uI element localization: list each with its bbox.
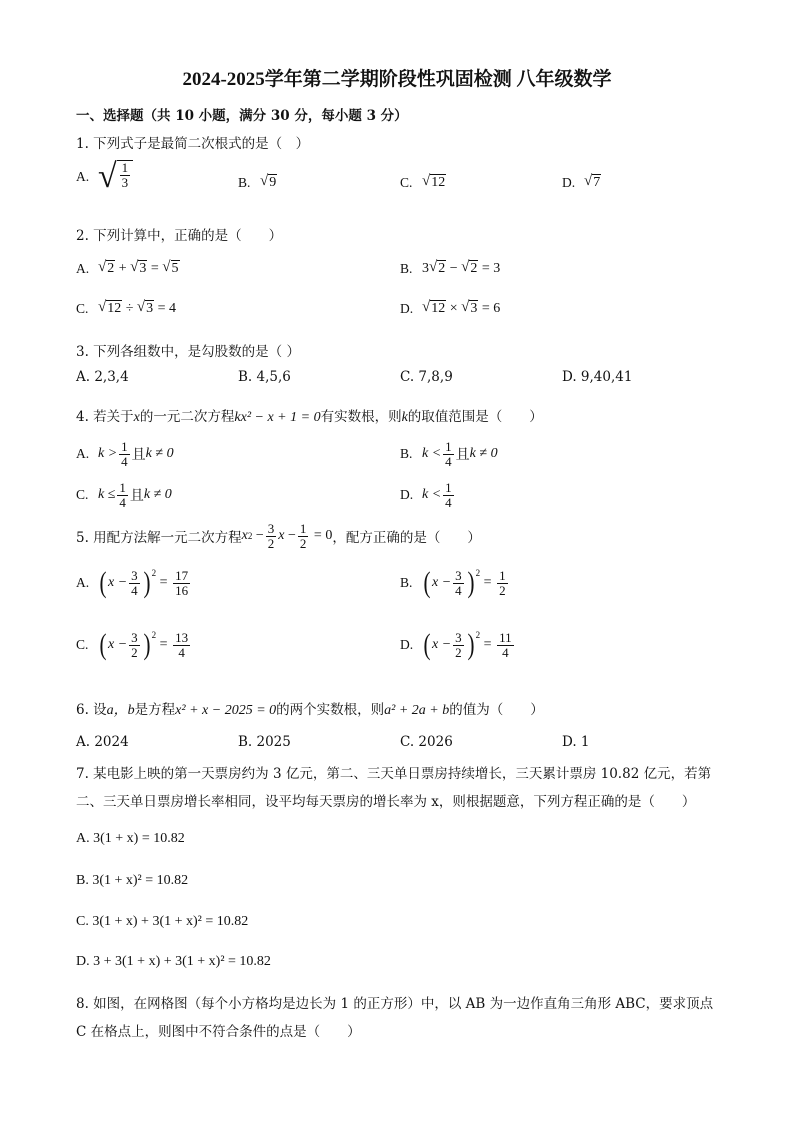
q4-option-c[interactable] <box>76 481 172 509</box>
q7-option-d[interactable]: D. 3 + 3(1 + x) + 3(1 + x)² = 10.82 <box>76 954 271 969</box>
q1-option-b[interactable] <box>238 174 277 191</box>
math-expression: ( x − $\frac{3}{4}$ ) $^2$ = $\frac{1}{2}$ <box>423 566 506 599</box>
q5-option-d[interactable] <box>400 630 516 660</box>
option-label: A. <box>76 575 90 590</box>
exam-title: 2024-2025学年第二学期阶段性巩固检测 八年级数学 <box>182 69 612 90</box>
q3-option-c[interactable]: C. 7,8,9 <box>400 369 453 385</box>
q3-option-d[interactable]: D. 9,40,41 <box>562 369 633 385</box>
q7-option-c[interactable]: C. 3(1 + x) + 3(1 + x)² = 10.82 <box>76 914 249 929</box>
q5-option-a[interactable] <box>76 568 192 598</box>
q7-option-b[interactable]: B. 3(1 + x)² = 10.82 <box>76 873 189 888</box>
q5-option-c[interactable] <box>76 630 192 660</box>
q5-option-b[interactable] <box>400 568 510 598</box>
q2-option-b[interactable] <box>400 260 500 277</box>
q2-option-d[interactable] <box>400 300 500 317</box>
option-label: A. <box>76 446 90 462</box>
math-expression: √ 2 + √ 3 = √ 5 <box>98 259 179 276</box>
q4-option-a[interactable] <box>76 440 174 468</box>
q6-option-b[interactable]: B. 2025 <box>238 734 291 750</box>
option-label: D. <box>400 637 414 652</box>
math-expression: k < $\frac{1}{4}$ 且 k ≠ 0 <box>422 439 498 469</box>
math-expression: k ≤ $\frac{1}{4}$ 且 k ≠ 0 <box>98 480 172 510</box>
q4-option-d[interactable] <box>400 481 456 509</box>
q4-option-b[interactable] <box>400 440 498 468</box>
section-heading: 一、选择题（共 10 小题，满分 30 分，每小题 3 分） <box>76 108 408 124</box>
math-expression: k < $\frac{1}{4}$ <box>422 480 452 510</box>
question-8-stem: 8. 如图，在网格图（每个小方格均是边长为 1 的正方形）中，以 AB 为一边作直角三角形 ABC，要求顶点 C 在格点上，则图中不符合条件的点是（ ） <box>76 996 714 1040</box>
q3-option-b[interactable]: B. 4,5,6 <box>238 369 291 385</box>
q2-option-c[interactable] <box>76 300 176 317</box>
option-label: C. <box>76 637 89 652</box>
math-expression: ( x − $\frac{3}{2}$ ) $^2$ = $\frac{11}{4}$ <box>423 628 512 661</box>
option-label: B. <box>400 446 413 462</box>
math-expression: √ 12 ÷ √ 3 = 4 <box>98 299 177 316</box>
option-label: A. <box>76 260 90 276</box>
option-label: C. <box>76 300 89 316</box>
question-4-stem: 4. 若关于 x 的一元二次方程 kx² − x + 1 = 0 有实数根，则 k 的取值范围是（ ） <box>76 409 543 425</box>
sqrt-expression: √ 12 <box>422 173 446 190</box>
math-expression: ( x − $\frac{3}{4}$ ) $^2$ = $\frac{17}{16}$ <box>99 566 189 599</box>
question-6-stem: 6. 设 a，b 是方程 x² + x − 2025 = 0 的两个实数根，则 a² + 2a + b 的值为（ ） <box>76 702 544 718</box>
option-label: A. <box>76 169 90 184</box>
sqrt-expression: √ $\frac{1}{3}$ <box>98 160 133 194</box>
q6-option-a[interactable]: A. 2024 <box>76 734 129 750</box>
q3-option-a[interactable]: A. 2,3,4 <box>76 369 129 385</box>
option-label: D. <box>562 174 576 190</box>
option-label: D. <box>400 487 414 503</box>
q1-option-c[interactable] <box>400 174 446 191</box>
option-label: B. <box>400 575 413 590</box>
option-label: C. <box>76 487 89 503</box>
question-1-stem: 1. 下列式子是最简二次根式的是（ ） <box>76 136 310 152</box>
option-label: D. <box>400 300 414 316</box>
q6-option-c[interactable]: C. 2026 <box>400 734 453 750</box>
q2-option-a[interactable] <box>76 260 180 277</box>
math-expression: k > $\frac{1}{4}$ 且 k ≠ 0 <box>98 439 174 469</box>
math-expression: x 2 − $\frac{3}{2}$ x − $\frac{1}{2}$ = 0 <box>241 521 333 551</box>
option-label: C. <box>400 174 413 190</box>
q6-option-d[interactable]: D. 1 <box>562 734 590 750</box>
math-expression: √ 12 × √ 3 = 6 <box>422 299 501 316</box>
math-expression: ( x − $\frac{3}{2}$ ) $^2$ = $\frac{13}{4}$ <box>99 628 189 661</box>
sqrt-expression: √ 7 <box>584 173 601 190</box>
sqrt-expression: √ 9 <box>260 173 277 190</box>
question-2-stem: 2. 下列计算中，正确的是（ ） <box>76 228 283 244</box>
option-label: B. <box>238 174 251 190</box>
option-label: B. <box>400 260 413 276</box>
question-7-stem: 7. 某电影上映的第一天票房约为 3 亿元，第二、三天单日票房持续增长，三天累计票房 10.82 亿元，若第二、三天单日票房增长率相同，设平均每天票房的增长率为 x，则根据题意，下列方程正确的是（ ） <box>76 766 712 810</box>
question-5-stem: 5. 用配方法解一元二次方程 x 2 − $\frac{3}{2}$ x − $\frac{1}{2}$ = 0 ，配方正确的是（ ） <box>76 521 481 551</box>
q1-option-d[interactable] <box>562 174 601 191</box>
q1-option-a[interactable] <box>76 160 133 194</box>
q7-option-a[interactable]: A. 3(1 + x) = 10.82 <box>76 831 185 846</box>
math-expression: 3 √ 2 − √ 2 = 3 <box>422 259 501 276</box>
question-3-stem: 3. 下列各组数中，是勾股数的是（ ） <box>76 344 300 360</box>
